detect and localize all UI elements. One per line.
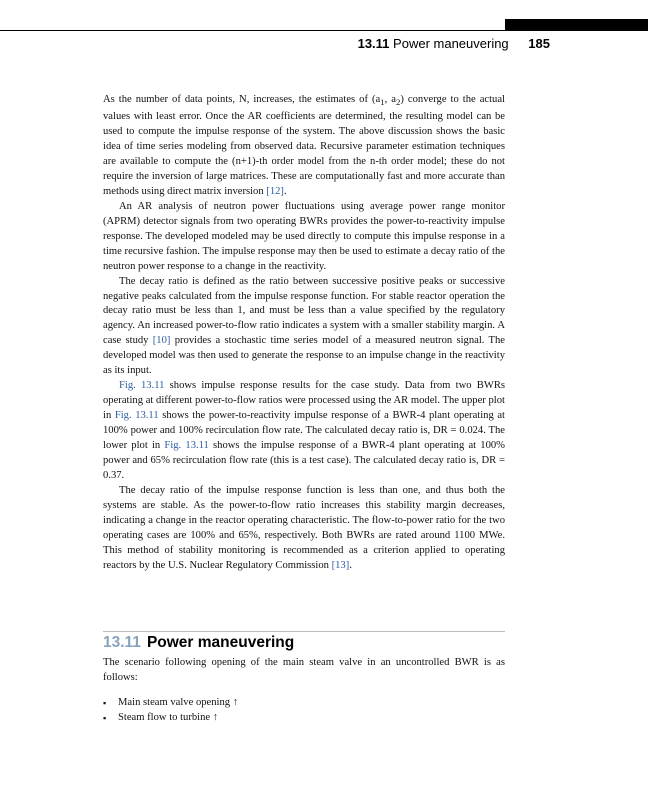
subscript: 1	[380, 97, 385, 108]
section-number: 13.11	[103, 634, 141, 651]
section-intro: The scenario following opening of the main steam valve in an uncontrolled BWR is as follows:	[103, 657, 505, 683]
header-section-title: Power maneuvering	[393, 36, 509, 51]
section-rule	[103, 631, 505, 632]
citation-link[interactable]: [13]	[331, 559, 350, 571]
header-section-number: 13.11	[357, 36, 390, 51]
citation-link[interactable]: Fig. 13.11	[164, 440, 209, 452]
bullet-list	[103, 696, 238, 726]
citation-link[interactable]: Fig. 13.11	[119, 380, 165, 392]
subscript: 2	[395, 97, 401, 108]
citation-link[interactable]: Fig. 13.11	[114, 410, 159, 422]
section-title: Power maneuvering	[146, 634, 295, 651]
paragraph: An AR analysis of neutron power fluctuations using average power range monitor (APRM) detector signals from two operating BWRs provides the power-to-reactivity impulse response. The developed modeled may be used directly to compute this impulse response in a time recursive fashion. The impulse response may then be used to estimate a decay ratio of the neutron power response to a change in the reactivity.	[103, 200, 505, 272]
paragraph: As the number of data points, N, increases, the estimates of ($a_1$, $a_2$) converge to the actual values with least error. Once the AR coefficients are determined, the resulting model can be used to compute the impulse response of the system. The above discussion shows the basic idea of time series modeling from observed data. Recursive parameter estimation techniques are available to compute the (n+1)-th order model from the n-th order model; these do not require the inversion of large matrices. These are computationally fast and more accurate than methods using direct matrix inversion [12].	[103, 94, 505, 197]
running-header	[358, 36, 550, 51]
paragraph: The decay ratio of the impulse response function is less than one, and thus both the systems are stable. As the power-to-flow ratio increases this stability margin decreases, indicating a change in the reactor operating characteristic. The flow-to-power ratio for the two operating cases are 100% and 65%, respectively. Both BWRs are rated around 1100 MWe. This method of stability monitoring is recommended as a criterion applied to operating reactors by the U.S. Nuclear Regulatory Commission [13].	[103, 484, 505, 571]
list-item: ▪ Main steam valve opening ↑	[103, 696, 238, 711]
paragraph: Fig. 13.11 shows impulse response results for the case study. Data from two BWRs operating at different power-to-flow ratios were processed using the AR model. The upper plot in Fig. 13.11 shows the power-to-reactivity impulse response of a BWR-4 plant operating at 100% power and 100% recirculation flow rate. The calculated decay ratio is, DR = 0.024. The lower plot in Fig. 13.11 shows the impulse response of a BWR-4 plant operating at 100% power and 65% recirculation flow rate (this is a test case). The calculated decay ratio is, DR = 0.37.	[103, 380, 506, 481]
header-bar	[505, 19, 648, 30]
list-item: ▪ Steam flow to turbine ↑	[103, 711, 238, 726]
page-number: 185	[528, 36, 550, 51]
body-text	[103, 93, 505, 574]
paragraph: The decay ratio is defined as the ratio between successive positive peaks or successive negative peaks calculated from the impulse response function. For stable reactor operation the decay ratio must be less than 1, and must be less than a value specified by the regulatory agency. An increased power-to-flow ratio indicates a system with a smaller stability margin. A case study [10] provides a stochastic time series model of a measured neutron signal. The developed model was then used to generate the response to an impulse change in the reactivity as its input.	[103, 275, 505, 377]
section-heading	[103, 634, 294, 652]
citation-link[interactable]: [10]	[152, 335, 171, 347]
citation-link[interactable]: [12]	[266, 185, 284, 197]
header-rule	[0, 30, 648, 31]
